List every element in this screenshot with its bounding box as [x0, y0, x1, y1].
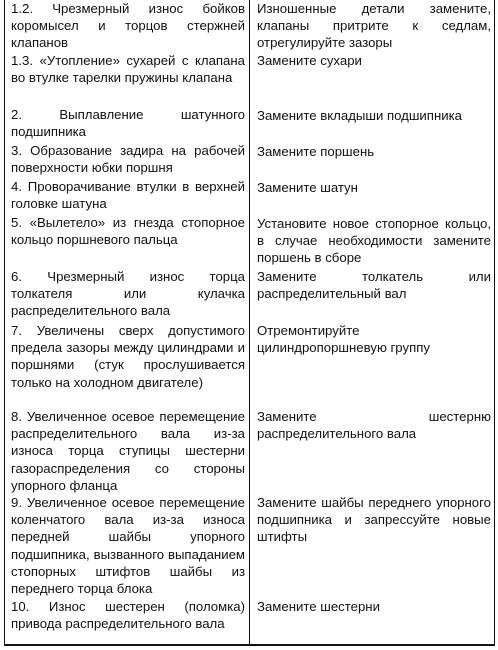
remedy-cell: Замените шестерню распределительного вала — [257, 409, 491, 442]
remedy-cell: Отремонтируйте цилиндропоршневую группу — [257, 323, 430, 356]
cause-cell: 10. Износ шестерен (поломка) привода распределительного вала — [11, 599, 245, 632]
troubleshooting-table — [4, 0, 495, 646]
remedy-cell: Замените сухари — [257, 53, 362, 68]
cause-cell: 9. Увеличенное осевое перемещение коленчатого вала из-за износа передней шайбы упорного подшипника, вызванного выпаданием стопорных штифтов шайбы из переднего торца блока — [11, 495, 245, 597]
remedy-cell: Замените толкатель или распределительный вал — [257, 269, 491, 302]
remedy-cell: Замените вкладыши подшипника — [257, 108, 462, 123]
cause-cell: 5. «Вылетело» из гнезда стопорное кольцо поршневого пальца — [11, 215, 245, 248]
remedy-cell: Изношенные детали замените, клапаны притрите к седлам, отрегулируйте зазоры — [257, 1, 491, 51]
remedy-cell: Замените шестерни — [257, 599, 380, 614]
cause-cell: 7. Увеличены сверх допустимого предела зазоры между цилиндрами и поршнями (стук прослушивается только на холодном двигателе) — [11, 323, 245, 390]
cause-cell: 4. Проворачивание втулки в верхней головке шатуна — [11, 179, 245, 212]
cause-cell: 8. Увеличенное осевое перемещение распределительного вала из-за износа торца ступицы шестерни газораспределения со стороны упорного фланца — [11, 409, 245, 493]
cause-cell: 2. Выплавление шатунного подшипника — [11, 107, 245, 140]
remedy-cell: Установите новое стопорное кольцо, в случае необходимости замените поршень в сборе — [257, 216, 491, 266]
cause-cell: 1.3. «Утопление» сухарей с клапана во втулке тарелки пружины клапана — [11, 53, 245, 86]
cause-cell: 3. Образование задира на рабочей поверхности юбки поршня — [11, 143, 245, 176]
remedy-cell: Замените шайбы переднего упорного подшипника и запрессуйте новые штифты — [257, 495, 491, 545]
remedy-cell: Замените шатун — [257, 180, 358, 195]
cause-cell: 6. Чрезмерный износ торца толкателя или кулачка распределительного вала — [11, 269, 245, 319]
column-divider — [249, 0, 250, 644]
remedy-cell: Замените поршень — [257, 144, 375, 159]
cause-cell: 1.2. Чрезмерный износ бойков коромысел и торцов стержней клапанов — [11, 1, 245, 51]
